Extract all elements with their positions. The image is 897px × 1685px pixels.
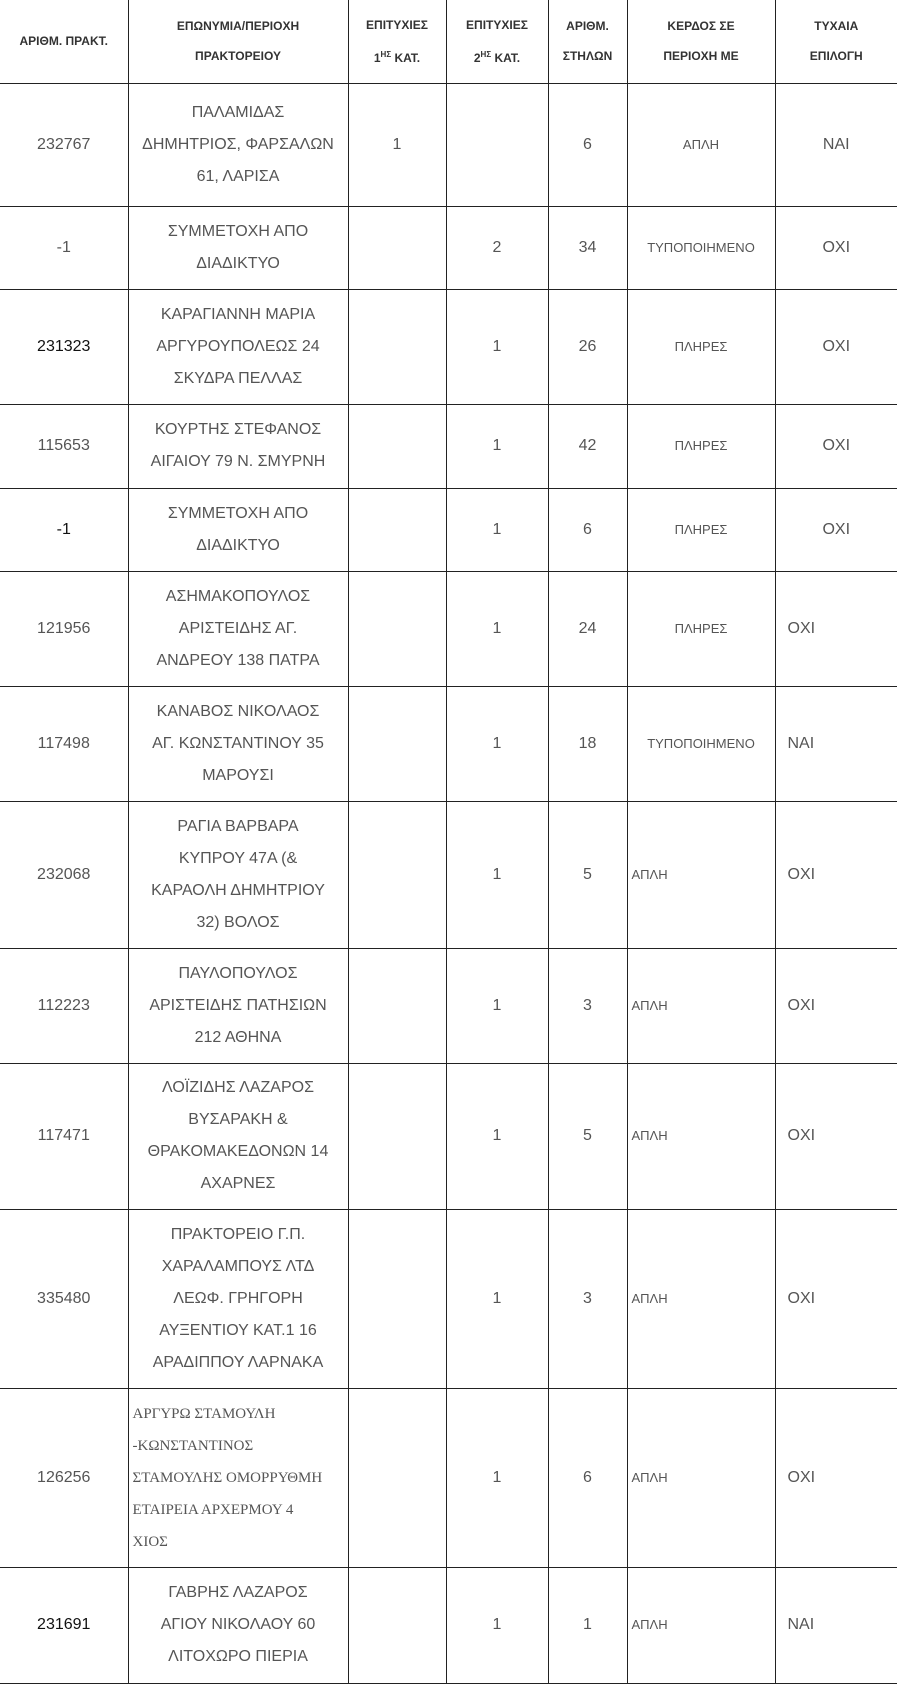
agency-name-cell xyxy=(128,289,348,404)
second-category-cell: 1 xyxy=(446,571,548,686)
table-row xyxy=(0,801,897,948)
agency-name-line: ΑΡΓΥΡΩ ΣΤΑΜΟΥΛΗ xyxy=(132,1405,276,1422)
agency-name-line: ΜΑΡΟΥΣΙ xyxy=(202,766,274,784)
first-category-cell xyxy=(348,571,446,686)
agency-name-line: ΑΧΑΡΝΕΣ xyxy=(200,1175,276,1192)
second-category-cell: 1 xyxy=(446,948,548,1063)
header-first-category: ΕΠΙΤΥΧΙΕΣ $1^{H\Sigma}$ ΚΑΤ. xyxy=(348,0,446,83)
first-category-cell xyxy=(348,1063,446,1209)
first-category-cell xyxy=(348,1388,446,1567)
agency-code-cell: 121956 xyxy=(0,571,128,686)
agency-name-line: ΑΙΓΑΙΟΥ 79 Ν. ΣΜΥΡΝΗ xyxy=(150,453,326,470)
agency-name-cell xyxy=(128,801,348,948)
profit-area-cell: ΤΥΠΟΠΟΙΗΜΕΝΟ xyxy=(627,686,775,801)
random-choice-cell: ΝΑΙ xyxy=(775,1567,897,1683)
agency-code-cell: 126256 xyxy=(0,1388,128,1567)
random-choice-cell: ΝΑΙ xyxy=(775,83,897,206)
second-category-cell: 1 xyxy=(446,289,548,404)
table-row xyxy=(0,83,897,206)
agency-name-line: ΠΡΑΚΤΟΡΕΙΟ Γ.Π. xyxy=(170,1225,306,1243)
second-category-cell: 1 xyxy=(446,488,548,571)
first-category-cell xyxy=(348,686,446,801)
agency-code-cell: 335480 xyxy=(0,1209,128,1388)
table-row xyxy=(0,1388,897,1567)
random-choice-cell: ΟΧΙ xyxy=(775,1063,897,1209)
agency-name-line: ΠΑΛΑΜΙΔΑΣ xyxy=(191,103,285,121)
agency-name-line: ΑΣΗΜΑΚΟΠΟΥΛΟΣ xyxy=(165,587,311,605)
agency-name-line: ΒΥΣΑΡΑΚΗ & xyxy=(188,1111,288,1128)
agency-name-line: ΠΑΥΛΟΠΟΥΛΟΣ xyxy=(178,964,298,982)
columns-cell: 5 xyxy=(548,801,627,948)
agency-name-line: ΛΟΪΖΙΔΗΣ ΛΑΖΑΡΟΣ xyxy=(162,1079,314,1096)
agency-name-cell xyxy=(128,948,348,1063)
first-category-cell xyxy=(348,948,446,1063)
table-row xyxy=(0,571,897,686)
columns-cell: 6 xyxy=(548,83,627,206)
random-choice-cell: ΟΧΙ xyxy=(775,1388,897,1567)
profit-area-cell: ΠΛΗΡΕΣ xyxy=(627,404,775,488)
header-random-choice: ΤΥΧΑΙΑ ΕΠΙΛΟΓΗ xyxy=(775,0,897,83)
header-agency-code: ΑΡΙΘΜ. ΠΡΑΚΤ. xyxy=(0,0,128,83)
table-row xyxy=(0,686,897,801)
profit-area-cell: ΑΠΛΗ xyxy=(627,1209,775,1388)
agency-code-cell: -1 xyxy=(0,488,128,571)
agency-name-line: ΚΑΡΑΟΛΗ ΔΗΜΗΤΡΙΟΥ xyxy=(151,881,325,899)
agency-name-line: ΓΑΒΡΗΣ ΛΑΖΑΡΟΣ xyxy=(168,1584,308,1601)
agency-name-line: ΑΝΔΡΕΟΥ 138 ΠΑΤΡΑ xyxy=(156,651,320,669)
profit-area-cell: ΑΠΛΗ xyxy=(627,1388,775,1567)
columns-cell: 26 xyxy=(548,289,627,404)
agency-name-cell xyxy=(128,488,348,571)
random-choice-cell: ΟΧΙ xyxy=(775,1209,897,1388)
agency-name-line: ΑΡΑΔΙΠΠΟΥ ΛΑΡΝΑΚΑ xyxy=(152,1353,324,1371)
agency-name-cell xyxy=(128,404,348,488)
agency-code-cell: 112223 xyxy=(0,948,128,1063)
first-category-cell xyxy=(348,488,446,571)
random-choice-cell: ΟΧΙ xyxy=(775,488,897,571)
agency-name-line: 32) ΒΟΛΟΣ xyxy=(196,913,280,931)
table-row xyxy=(0,1209,897,1388)
profit-area-cell: ΑΠΛΗ xyxy=(627,83,775,206)
agency-name-line: 212 ΑΘΗΝΑ xyxy=(194,1028,282,1046)
second-category-cell: 1 xyxy=(446,1567,548,1683)
header-second-category: ΕΠΙΤΥΧΙΕΣ $2^{H\Sigma}$ ΚΑΤ. xyxy=(446,0,548,83)
second-category-cell: 1 xyxy=(446,686,548,801)
random-choice-cell: ΟΧΙ xyxy=(775,571,897,686)
agency-name-line: ΚΥΠΡΟΥ 47Α (& xyxy=(178,849,298,867)
table-row xyxy=(0,488,897,571)
first-category-cell: 1 xyxy=(348,83,446,206)
header-profit-area: ΚΕΡΔΟΣ ΣΕ ΠΕΡΙΟΧΗ ΜΕ xyxy=(627,0,775,83)
agency-name-line: ΑΡΓΥΡΟΥΠΟΛΕΩΣ 24 xyxy=(156,337,320,355)
columns-cell: 42 xyxy=(548,404,627,488)
random-choice-cell: ΟΧΙ xyxy=(775,289,897,404)
agency-name-line: ΣΥΜΜΕΤΟΧΗ ΑΠΟ xyxy=(167,222,309,240)
table-row xyxy=(0,404,897,488)
agency-name-cell xyxy=(128,1567,348,1683)
agency-name-line: ΚΟΥΡΤΗΣ ΣΤΕΦΑΝΟΣ xyxy=(154,421,322,438)
second-category-cell xyxy=(446,83,548,206)
header-row xyxy=(0,0,897,83)
profit-area-cell: ΑΠΛΗ xyxy=(627,1063,775,1209)
columns-cell: 1 xyxy=(548,1567,627,1683)
agency-name-line: ΣΤΑΜΟΥΛΗΣ ΟΜΟΡΡΥΘΜΗ xyxy=(132,1469,323,1486)
second-category-cell: 1 xyxy=(446,1209,548,1388)
profit-area-cell: ΠΛΗΡΕΣ xyxy=(627,488,775,571)
agency-name-line: ΛΕΩΦ. ΓΡΗΓΟΡΗ xyxy=(173,1289,303,1307)
random-choice-cell: ΟΧΙ xyxy=(775,801,897,948)
agency-name-line: ΑΥΞΕΝΤΙΟΥ ΚΑΤ.1 16 xyxy=(159,1321,317,1339)
profit-area-cell: ΑΠΛΗ xyxy=(627,1567,775,1683)
agency-name-line: ΛΙΤΟΧΩΡΟ ΠΙΕΡΙΑ xyxy=(168,1648,308,1665)
agency-code-cell: 115653 xyxy=(0,404,128,488)
agency-name-line: ΔΗΜΗΤΡΙΟΣ, ΦΑΡΣΑΛΩΝ xyxy=(142,135,334,153)
agency-name-line: ΚΑΝΑΒΟΣ ΝΙΚΟΛΑΟΣ xyxy=(156,702,320,720)
agency-name-line: ΧΙΟΣ xyxy=(132,1533,168,1550)
second-category-cell: 1 xyxy=(446,1063,548,1209)
agency-name-cell xyxy=(128,83,348,206)
agency-name-line: ΘΡΑΚΟΜΑΚΕΔΟΝΩΝ 14 xyxy=(147,1143,329,1160)
agency-name-line: ΔΙΑΔΙΚΤΥΟ xyxy=(196,536,280,554)
agency-code-cell: 232767 xyxy=(0,83,128,206)
agency-code-cell: 231691 xyxy=(0,1567,128,1683)
second-category-cell: 2 xyxy=(446,206,548,289)
header-agency-name: ΕΠΩΝΥΜΙΑ/ΠΕΡΙΟΧΗ ΠΡΑΚΤΟΡΕΙΟΥ xyxy=(128,0,348,83)
agency-name-line: ΚΑΡΑΓΙΑΝΝΗ ΜΑΡΙΑ xyxy=(160,305,316,323)
columns-cell: 34 xyxy=(548,206,627,289)
agency-code-cell: 117471 xyxy=(0,1063,128,1209)
agency-code-cell: -1 xyxy=(0,206,128,289)
columns-cell: 6 xyxy=(548,488,627,571)
profit-area-cell: ΤΥΠΟΠΟΙΗΜΕΝΟ xyxy=(627,206,775,289)
first-category-cell xyxy=(348,1209,446,1388)
table-row xyxy=(0,289,897,404)
agency-name-line: ΔΙΑΔΙΚΤΥΟ xyxy=(196,254,280,272)
first-category-cell xyxy=(348,801,446,948)
profit-area-cell: ΠΛΗΡΕΣ xyxy=(627,571,775,686)
profit-area-cell: ΑΠΛΗ xyxy=(627,948,775,1063)
columns-cell: 6 xyxy=(548,1388,627,1567)
agency-name-cell xyxy=(128,1388,348,1567)
columns-cell: 3 xyxy=(548,1209,627,1388)
first-category-cell xyxy=(348,1567,446,1683)
agency-name-cell xyxy=(128,206,348,289)
agency-name-cell xyxy=(128,571,348,686)
agency-name-line: ΡΑΓΙΑ ΒΑΡΒΑΡΑ xyxy=(177,817,299,835)
agency-code-cell: 232068 xyxy=(0,801,128,948)
agency-name-line: ΧΑΡΑΛΑΜΠΟΥΣ ΛΤΔ xyxy=(161,1257,315,1275)
table-row xyxy=(0,1063,897,1209)
table-row xyxy=(0,948,897,1063)
random-choice-cell: ΟΧΙ xyxy=(775,948,897,1063)
agency-name-line: ΣΥΜΜΕΤΟΧΗ ΑΠΟ xyxy=(167,504,309,522)
agency-name-line: ΑΓ. ΚΩΝΣΤΑΝΤΙΝΟΥ 35 xyxy=(152,734,324,752)
agency-code-cell: 117498 xyxy=(0,686,128,801)
agency-name-line: ΑΓΙΟΥ ΝΙΚΟΛΑΟΥ 60 xyxy=(160,1616,316,1633)
header-columns: ΑΡΙΘΜ. ΣΤΗΛΩΝ xyxy=(548,0,627,83)
first-category-cell xyxy=(348,404,446,488)
table-row xyxy=(0,206,897,289)
agency-name-cell xyxy=(128,1063,348,1209)
profit-area-cell: ΠΛΗΡΕΣ xyxy=(627,289,775,404)
columns-cell: 24 xyxy=(548,571,627,686)
second-category-cell: 1 xyxy=(446,404,548,488)
first-category-cell xyxy=(348,206,446,289)
table-row xyxy=(0,1567,897,1683)
random-choice-cell: ΝΑΙ xyxy=(775,686,897,801)
random-choice-cell: ΟΧΙ xyxy=(775,404,897,488)
agency-name-line: ΣΚΥΔΡΑ ΠΕΛΛΑΣ xyxy=(173,369,303,387)
agency-code-cell: 231323 xyxy=(0,289,128,404)
profit-area-cell: ΑΠΛΗ xyxy=(627,801,775,948)
second-category-cell: 1 xyxy=(446,801,548,948)
agency-name-line: ΑΡΙΣΤΕΙΔΗΣ ΑΓ. xyxy=(178,619,298,637)
first-category-cell xyxy=(348,289,446,404)
agency-name-cell xyxy=(128,1209,348,1388)
random-choice-cell: ΟΧΙ xyxy=(775,206,897,289)
columns-cell: 5 xyxy=(548,1063,627,1209)
second-category-cell: 1 xyxy=(446,1388,548,1567)
agency-name-line: ΕΤΑΙΡΕΙΑ ΑΡΧΕΡΜΟΥ 4 xyxy=(132,1501,294,1518)
columns-cell: 18 xyxy=(548,686,627,801)
columns-cell: 3 xyxy=(548,948,627,1063)
agency-name-line: -ΚΩΝΣΤΑΝΤΙΝΟΣ xyxy=(132,1437,254,1454)
agency-name-line: 61, ΛΑΡΙΣΑ xyxy=(196,167,280,185)
agency-name-line: ΑΡΙΣΤΕΙΔΗΣ ΠΑΤΗΣΙΩΝ xyxy=(149,996,327,1014)
agency-name-cell xyxy=(128,686,348,801)
